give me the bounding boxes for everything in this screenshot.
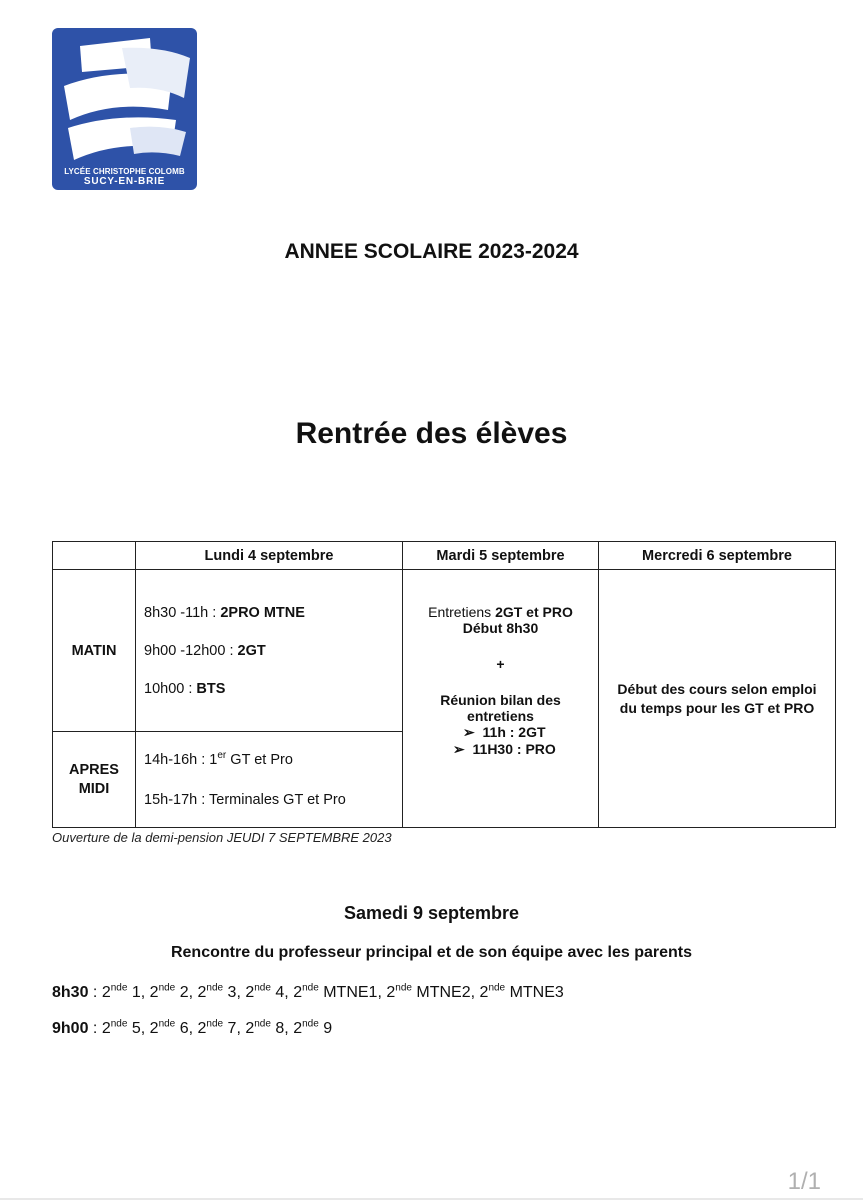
logo-city: SUCY-EN-BRIE [83,176,166,187]
table-row-matin [53,570,836,732]
saturday-slot-0900: 9h00 : 2nde 5, 2nde 6, 2nde 7, 2nde 8, 2nde 9 [52,1018,333,1037]
lundi-matin-slot: 8h30 -11h : 2PRO MTNE [144,604,305,621]
class-item: 2nde MTNE1, [293,982,382,1001]
header-empty [53,542,136,570]
page-title: Rentrée des élèves [295,417,568,450]
arrow-bullet-icon: ➢ [463,724,483,740]
header-mardi: Mardi 5 septembre [403,542,599,570]
mercredi-cell: Début des cours selon emploi du temps pour les GT et PRO [599,570,836,828]
header-mercredi: Mercredi 6 septembre [599,542,836,570]
class-item: 2nde 3, [197,982,241,1001]
row-label-apres-midi: APRES MIDI [53,732,136,828]
lundi-apres-slot: 14h-16h : 1er GT et Pro [144,749,293,768]
lundi-matin-cell [136,570,403,732]
table-header-row [53,542,836,570]
row-label-matin: MATIN [53,570,136,732]
school-logo [52,28,197,190]
class-item: 2nde 7, [197,1018,241,1037]
class-item: 2nde 2, [149,982,194,1001]
class-item: 2nde 1, [101,982,146,1001]
mardi-cell: Entretiens 2GT et PRO Début 8h30 + Réunion bilan des entretiens ➢ 11h : 2GT ➢ 11H30 : PRO [403,570,599,828]
lundi-apres-slot: 15h-17h : Terminales GT et Pro [144,791,346,808]
class-list [102,984,564,1001]
logo-school-name: LYCÉE CHRISTOPHE COLOMB [64,167,185,176]
header-lundi: Lundi 4 septembre [136,542,403,570]
lundi-matin-slot: 10h00 : BTS [144,680,226,697]
class-item: 2nde 8, [245,1018,289,1037]
saturday-subtitle: Rencontre du professeur principal et de son équipe avec les parents [170,944,693,961]
class-item: 2nde MTNE2, [386,982,476,1001]
lundi-matin-slot: 9h00 -12h00 : 2GT [144,642,266,659]
page-number: 1/1 [787,1168,821,1195]
bullet-item: ➢ 11H30 : PRO [453,741,556,757]
saturday-slot-0830: 8h30 : 2nde 1, 2nde 2, 2nde 3, 2nde 4, 2nde MTNE1, 2nde MTNE2, 2nde MTNE3 [52,982,564,1001]
schedule-table [52,541,836,828]
class-item: 2nde 9 [293,1018,333,1037]
lundi-apres-cell [136,732,403,828]
class-item: 2nde 4, [245,982,289,1001]
saturday-title: Samedi 9 septembre [343,903,520,923]
class-list [102,1020,332,1037]
arrow-bullet-icon: ➢ [453,741,473,757]
class-item: 2nde MTNE3 [479,982,564,1001]
canteen-note: Ouverture de la demi-pension JEUDI 7 SEPTEMBRE 2023 [52,830,392,845]
class-item: 2nde 5, [101,1018,146,1037]
school-year-title: ANNEE SCOLAIRE 2023-2024 [284,240,579,263]
class-item: 2nde 6, [149,1018,194,1037]
bullet-item: ➢ 11h : 2GT [463,724,546,740]
